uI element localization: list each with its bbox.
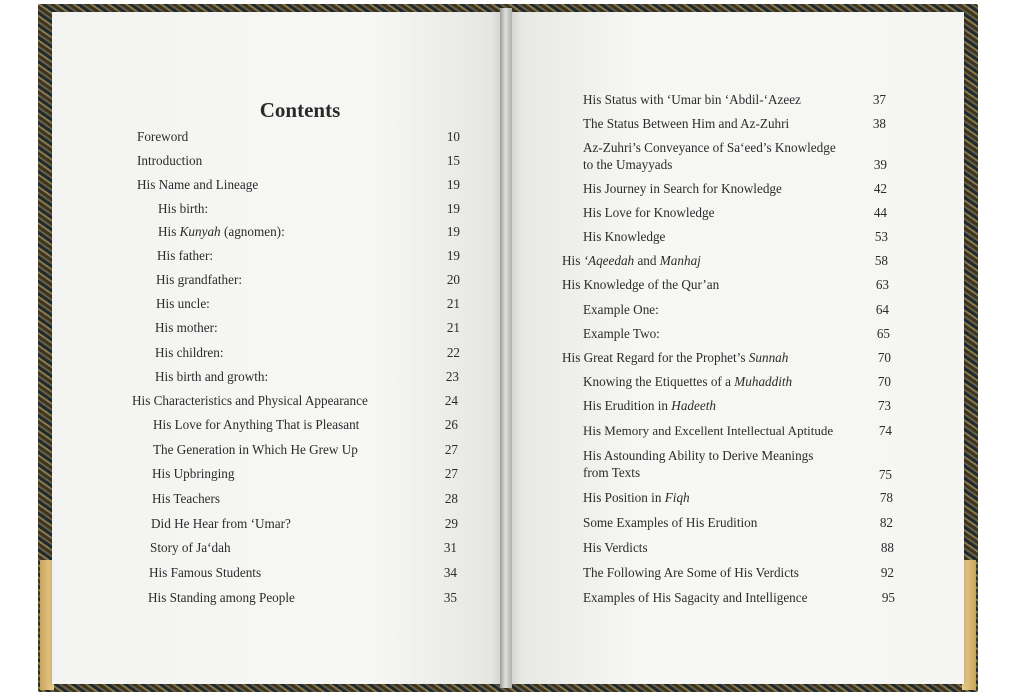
toc-entry-title: His birth:	[158, 201, 209, 216]
toc-entry-page: 29	[444, 516, 458, 531]
toc-entry-title: His Kunyah (agnomen):	[158, 224, 285, 239]
toc-entry-title: His uncle:	[156, 296, 210, 311]
toc-entry-page: 95	[881, 590, 895, 605]
toc-entry-page: 23	[445, 369, 459, 384]
toc-entry-page: 22	[446, 345, 460, 360]
toc-entry-title: His Name and Lineage	[137, 177, 259, 192]
toc-entry-page: 31	[443, 540, 457, 555]
toc-entry-page: 27	[444, 442, 458, 457]
toc-entry-page: 82	[879, 515, 893, 530]
toc-entry-title: Examples of His Sagacity and Intelligence	[583, 590, 808, 605]
toc-entry-title-line2: to the Umayyads	[583, 157, 673, 172]
toc-entry-page: 58	[874, 253, 888, 268]
toc-entry-page: 70	[877, 374, 891, 389]
cover-gold-edge-right	[962, 560, 976, 690]
toc-entry-page: 78	[879, 490, 893, 505]
right-page	[508, 12, 964, 684]
toc-entry-page: 19	[446, 201, 460, 216]
toc-entry-page: 19	[446, 248, 460, 263]
toc-entry-page: 24	[444, 393, 458, 408]
toc-entry-title: The Generation in Which He Grew Up	[153, 442, 358, 457]
toc-entry-title: His father:	[157, 248, 214, 263]
toc-entry-title: Az-Zuhri’s Conveyance of Sa‘eed’s Knowledge	[583, 140, 836, 155]
toc-entry-title: His Love for Knowledge	[583, 205, 715, 220]
toc-entry-page: 53	[874, 229, 888, 244]
toc-entry-page: 15	[446, 153, 460, 168]
toc-entry-page: 92	[880, 565, 894, 580]
toc-entry-title: Story of Ja‘dah	[150, 540, 231, 555]
toc-entry-page: 74	[878, 423, 892, 438]
toc-entry-page: 88	[880, 540, 894, 555]
toc-entry-page: 21	[446, 320, 460, 335]
toc-entry-title: His Knowledge	[583, 229, 666, 244]
toc-entry-title: Example Two:	[583, 326, 660, 341]
toc-entry-title: His Position in Fiqh	[583, 490, 690, 505]
toc-entry-title: His Erudition in Hadeeth	[583, 398, 716, 413]
toc-entry-page: 26	[444, 417, 458, 432]
toc-entry-page: 19	[446, 224, 460, 239]
toc-entry-page: 28	[444, 491, 458, 506]
toc-entry-page: 70	[877, 350, 891, 365]
toc-entry-page: 37	[872, 92, 886, 107]
toc-entry-page: 38	[872, 116, 886, 131]
toc-entry-title: His Knowledge of the Qur’an	[562, 277, 720, 292]
toc-entry-page: 73	[877, 398, 891, 413]
toc-entry-page: 44	[873, 205, 887, 220]
toc-entry-title: His Upbringing	[152, 466, 235, 481]
toc-entry-page: 34	[443, 565, 457, 580]
toc-entry-title: His Memory and Excellent Intellectual Aptitude	[583, 423, 834, 438]
toc-entry-title: His Great Regard for the Prophet’s Sunnah	[562, 350, 789, 365]
toc-entry-page: 35	[443, 590, 457, 605]
toc-entry-page: 19	[446, 177, 460, 192]
toc-entry-title: The Status Between Him and Az-Zuhri	[583, 116, 790, 131]
toc-entry-page: 27	[444, 466, 458, 481]
book-gutter	[500, 8, 512, 688]
toc-entry-page: 42	[873, 181, 887, 196]
toc-entry-title-line2: from Texts	[583, 465, 641, 480]
toc-entry-title: His children:	[155, 345, 224, 360]
toc-entry-page: 21	[446, 296, 460, 311]
toc-entry-title: His grandfather:	[156, 272, 243, 287]
toc-entry-page: 20	[446, 272, 460, 287]
toc-entry-title: His birth and growth:	[155, 369, 269, 384]
contents-heading: Contents	[259, 98, 341, 122]
toc-entry-title: His Standing among People	[148, 590, 295, 605]
toc-entry-title: His Status with ‘Umar bin ‘Abdil-‘Azeez	[583, 92, 801, 107]
toc-entry-title: Introduction	[137, 153, 203, 168]
toc-entry-page: 64	[875, 302, 889, 317]
toc-entry-title: His Famous Students	[149, 565, 262, 580]
toc-entry-title: Foreword	[137, 129, 189, 144]
toc-entry-page: 39	[873, 157, 887, 172]
toc-entry-title: His ‘Aqeedah and Manhaj	[562, 253, 701, 268]
toc-entry-page: 10	[446, 129, 460, 144]
toc-entry-page: 65	[876, 326, 890, 341]
toc-entry-title: His Astounding Ability to Derive Meanings	[583, 448, 814, 463]
toc-entry-title: Example One:	[583, 302, 659, 317]
toc-entry-title: His Characteristics and Physical Appearance	[132, 393, 368, 408]
toc-entry-title: The Following Are Some of His Verdicts	[583, 565, 799, 580]
toc-entry-title: His Love for Anything That is Pleasant	[153, 417, 360, 432]
toc-entry-title: Some Examples of His Erudition	[583, 515, 758, 530]
toc-entry-title: Did He Hear from ‘Umar?	[151, 516, 291, 531]
toc-entry-title: His Verdicts	[583, 540, 648, 555]
toc-entry-title: His mother:	[155, 320, 218, 335]
toc-entry-page: 75	[878, 467, 892, 482]
toc-entry-page: 63	[875, 277, 889, 292]
toc-entry-title: His Teachers	[152, 491, 221, 506]
toc-entry-title: Knowing the Etiquettes of a Muhaddith	[583, 374, 793, 389]
toc-entry-title: His Journey in Search for Knowledge	[583, 181, 782, 196]
